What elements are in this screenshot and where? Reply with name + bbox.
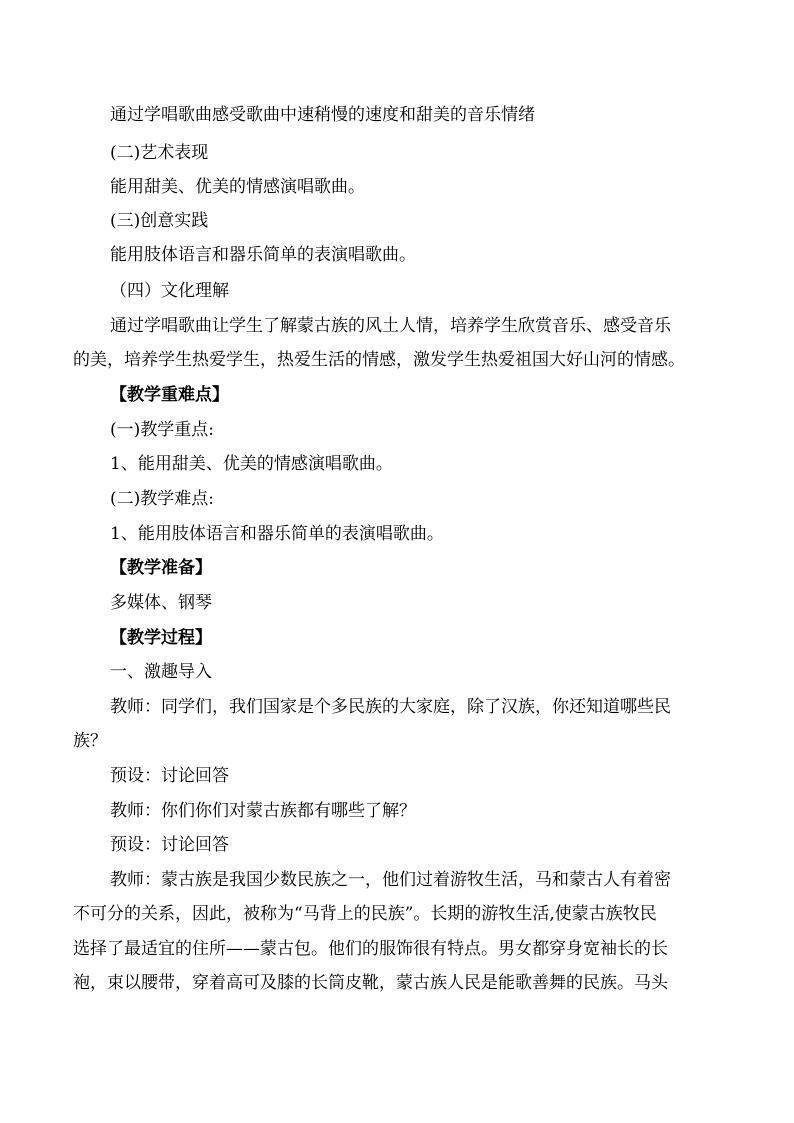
- objective-text-culture-1: 通过学唱歌曲让学生了解蒙古族的风土人情，培养学生欣赏音乐、感受音乐: [110, 316, 671, 336]
- subheading-difficult-points: (二)教学难点:: [110, 489, 214, 509]
- section-heading-creative-practice: (三)创意实践: [110, 211, 209, 231]
- teacher-dialogue-3d: 袍，束以腰带，穿着高可及膝的长筒皮靴，蒙古族人民是能歌善舞的民族。马头: [73, 973, 668, 993]
- objective-text-practice: 能用肢体语言和器乐简单的表演唱歌曲。: [110, 245, 416, 265]
- teacher-dialogue-3c: 选择了最适宜的住所——蒙古包。他们的服饰很有特点。男女都穿身宽袖长的长: [73, 939, 668, 959]
- subheading-key-points: (一)教学重点:: [110, 420, 214, 440]
- difficult-point-1: 1、能用肢体语言和器乐简单的表演唱歌曲。: [110, 524, 444, 544]
- teacher-dialogue-3a: 教师：蒙古族是我国少数民族之一，他们过着游牧生活，马和蒙古人有着密: [110, 870, 671, 890]
- section-heading-cultural-understanding: （四）文化理解: [110, 281, 229, 301]
- preset-answer-2: 预设：讨论回答: [110, 835, 229, 855]
- subheading-introduction: 一、激趣导入: [110, 662, 212, 682]
- preparation-items: 多媒体、钢琴: [110, 593, 212, 613]
- key-point-1: 1、能用甜美、优美的情感演唱歌曲。: [110, 454, 393, 474]
- heading-key-difficult-points: 【教学重难点】: [110, 385, 229, 405]
- heading-teaching-process: 【教学过程】: [110, 628, 212, 648]
- heading-teaching-preparation: 【教学准备】: [110, 558, 212, 578]
- preset-answer-1: 预设：讨论回答: [110, 766, 229, 786]
- teacher-dialogue-3b: 不可分的关系，因此，被称为“马背上的民族”。长期的游牧生活,使蒙古族牧民: [73, 904, 657, 924]
- teacher-dialogue-1a: 教师：同学们，我们国家是个多民族的大家庭，除了汉族，你还知道哪些民: [110, 697, 671, 717]
- objective-text-emotion: 通过学唱歌曲感受歌曲中速稍慢的速度和甜美的音乐情绪: [110, 105, 535, 125]
- objective-text-culture-2: 的美，培养学生热爱学生，热爱生活的情感，激发学生热爱祖国大好山河的情感。: [73, 350, 685, 370]
- teacher-dialogue-1b: 族？: [73, 731, 107, 751]
- section-heading-artistic-expression: (二)艺术表现: [110, 143, 209, 163]
- objective-text-expression: 能用甜美、优美的情感演唱歌曲。: [110, 177, 365, 197]
- teacher-dialogue-2: 教师：你们你们对蒙古族都有哪些了解？: [110, 801, 416, 821]
